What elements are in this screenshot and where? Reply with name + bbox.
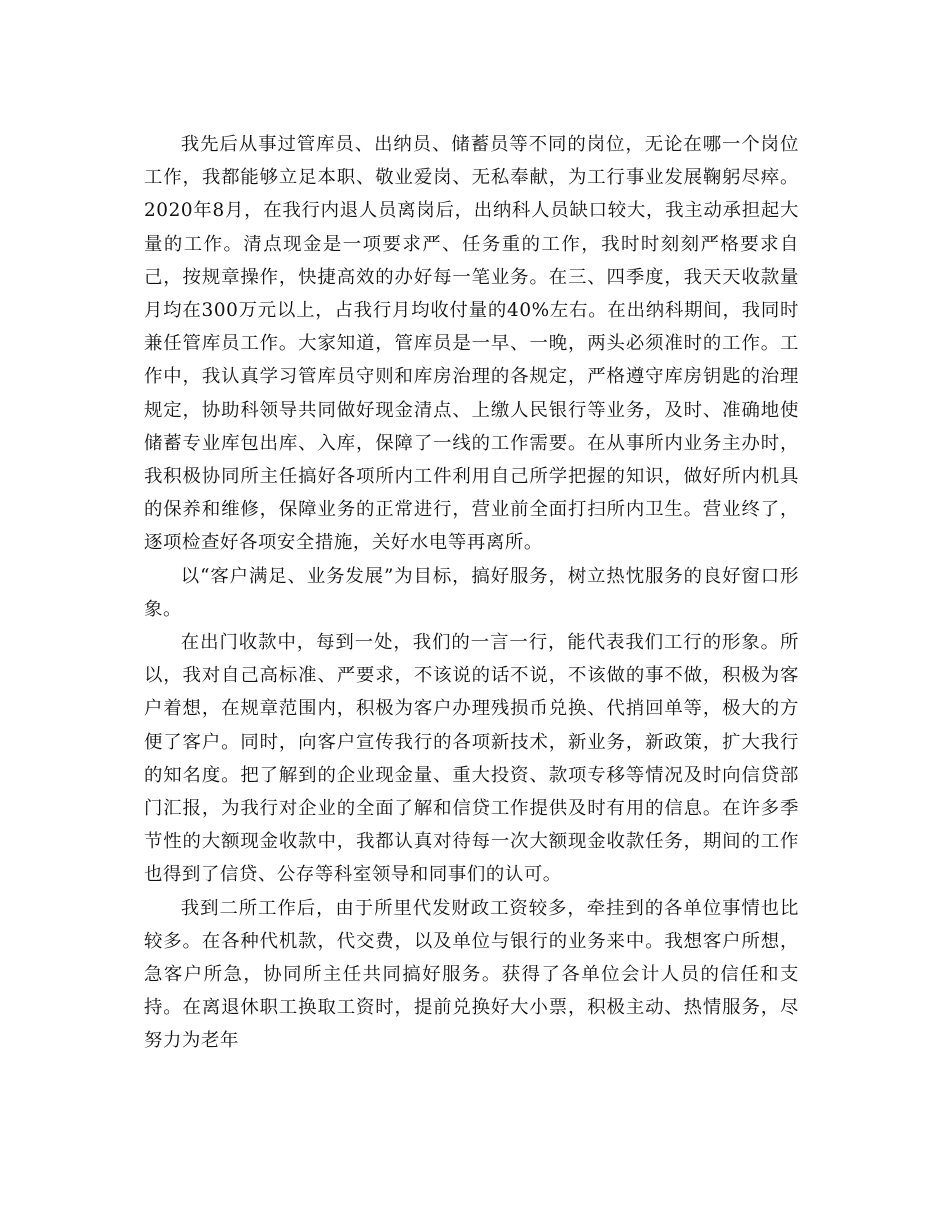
paragraph-2: 以“客户满足、业务发展”为目标，搞好服务，树立热忱服务的良好窗口形象。 (144, 565, 799, 620)
paragraph-4: 我到二所工作后，由于所里代发财政工资较多，牵挂到的各单位事情也比较多。在各种代机款，代交费，以及单位与银行的业务来中。我想客户所想，急客户所急，协同所主任共同搞好服务。获得了各单位会计人员的信任和支持。在离退休职工换取工资时，提前兑换好大小票，积极主动、热情服务，尽努力为老年 (144, 897, 799, 1052)
paragraph-3: 在出门收款中，每到一处，我们的一言一行，能代表我们工行的形象。所以，我对自己高标准、严要求，不该说的话不说，不该做的事不做，积极为客户着想，在规章范围内，积极为客户办理残损币兑换、代捎回单等，极大的方便了客户。同时，向客户宣传我行的各项新技术，新业务，新政策，扩大我行的知名度。把了解到的企业现金量、重大投资、款项专移等情况及时向信贷部门汇报，为我行对企业的全面了解和信贷工作提供及时有用的信息。在许多季节性的大额现金收款中，我都认真对待每一次大额现金收款任务，期间的工作也得到了信贷、公存等科室领导和同事们的认可。 (144, 632, 799, 886)
paragraph-1: 我先后从事过管库员、出纳员、储蓄员等不同的岗位，无论在哪一个岗位工作，我都能够立足本职、敬业爱岗、无私奉献，为工行事业发展鞠躬尽瘁。2020年8月，在我行内退人员离岗后，出纳科人员缺口较大，我主动承担起大量的工作。清点现金是一项要求严、任务重的工作，我时时刻刻严格要求自己，按规章操作，快捷高效的办好每一笔业务。在三、四季度，我天天收款量月均在300万元以上，占我行月均收付量的40%左右。在出纳科期间，我同时兼任管库员工作。大家知道，管库员是一早、一晚，两头必须准时的工作。工作中，我认真学习管库员守则和库房治理的各规定，严格遵守库房钥匙的治理规定，协助科领导共同做好现金清点、上缴人民银行等业务，及时、准确地使储蓄专业库包出库、入库，保障了一线的工作需要。在从事所内业务主办时，我积极协同所主任搞好各项所内工件利用自己所学把握的知识，做好所内机具的保养和维修，保障业务的正常进行，营业前全面打扫所内卫生。营业终了，逐项检查好各项安全措施，关好水电等再离所。 (144, 134, 799, 554)
document-body (144, 128, 799, 1058)
